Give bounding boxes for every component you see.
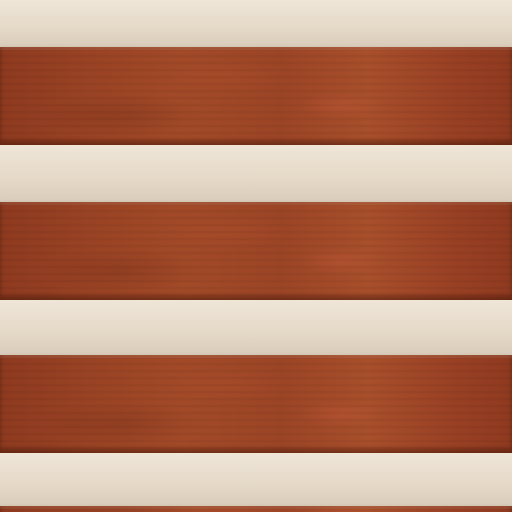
light-gap-band	[0, 453, 512, 506]
light-gap-band	[0, 0, 512, 47]
light-gap-band	[0, 145, 512, 202]
wooden-slat	[0, 355, 512, 453]
light-gap-band	[0, 300, 512, 355]
wooden-slat	[0, 202, 512, 300]
wooden-slat	[0, 506, 512, 512]
wooden-slat	[0, 47, 512, 145]
